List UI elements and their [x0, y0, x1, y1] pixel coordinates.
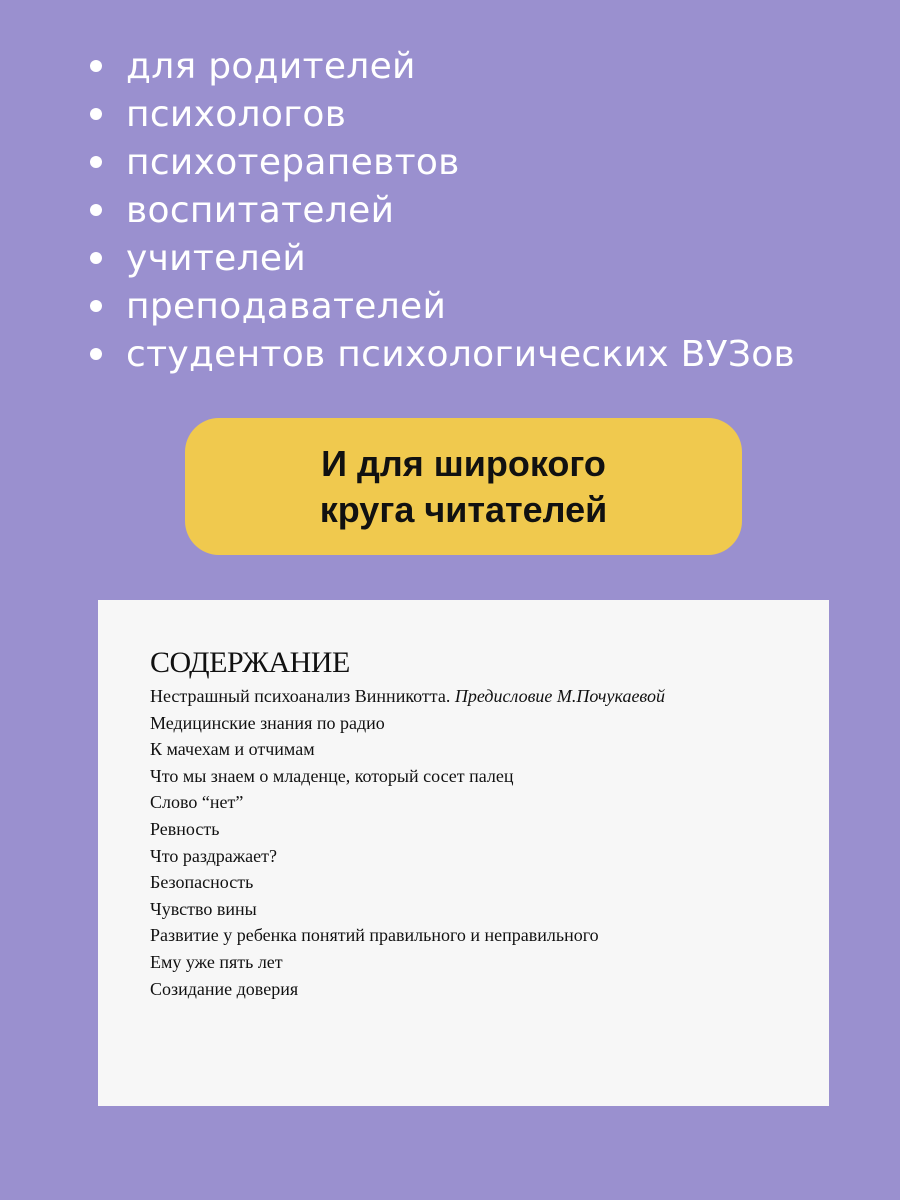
- audience-item-label: психотерапевтов: [126, 141, 460, 183]
- audience-item: [90, 186, 795, 234]
- audience-item: [90, 42, 795, 90]
- toc-item: К мачехам и отчимам: [150, 739, 315, 760]
- toc-item: Развитие у ребенка понятий правильного и неправильного: [150, 925, 599, 946]
- audience-item-label: для родителей: [126, 45, 416, 87]
- bullet-icon: [90, 60, 102, 72]
- bullet-icon: [90, 300, 102, 312]
- toc-item: Ему уже пять лет: [150, 951, 283, 972]
- toc-item: Слово “нет”: [150, 792, 244, 813]
- toc-list: [150, 683, 805, 1002]
- audience-item: [90, 282, 795, 330]
- toc-item: Медицинские знания по радио: [150, 712, 385, 733]
- audience-item-label: психологов: [126, 93, 347, 135]
- audience-item-label: студентов психологических ВУЗов: [126, 333, 796, 375]
- toc-item: Что раздражает?: [150, 845, 278, 866]
- audience-item: [90, 90, 795, 138]
- banner-line-2: круга читателей: [319, 488, 608, 530]
- bullet-icon: [90, 108, 102, 120]
- audience-item: [90, 330, 795, 378]
- toc-item-title: Нестрашный психоанализ Винникотта.: [150, 686, 455, 706]
- audience-item-label: преподавателей: [126, 285, 447, 327]
- toc-item: Безопасность: [150, 872, 254, 893]
- bullet-icon: [90, 348, 102, 360]
- toc-heading: СОДЕРЖАНИЕ: [150, 646, 350, 679]
- toc-item: Ревность: [150, 818, 220, 839]
- toc-item: Созидание доверия: [150, 978, 299, 999]
- audience-item: [90, 234, 795, 282]
- toc-item: [150, 683, 805, 710]
- banner-line-1: И для широкого: [321, 442, 606, 484]
- bullet-icon: [90, 204, 102, 216]
- bullet-icon: [90, 252, 102, 264]
- audience-list: [90, 42, 795, 378]
- toc-item: Чувство вины: [150, 898, 257, 919]
- audience-item: [90, 138, 795, 186]
- toc-item-preface-credit: Предисловие М.Почукаевой: [454, 686, 666, 706]
- audience-item-label: учителей: [126, 237, 307, 279]
- toc-item: Что мы знаем о младенце, который сосет палец: [150, 765, 514, 786]
- audience-item-label: воспитателей: [126, 189, 395, 231]
- bullet-icon: [90, 156, 102, 168]
- table-of-contents-card: [98, 600, 829, 1106]
- general-readers-banner: [185, 418, 742, 555]
